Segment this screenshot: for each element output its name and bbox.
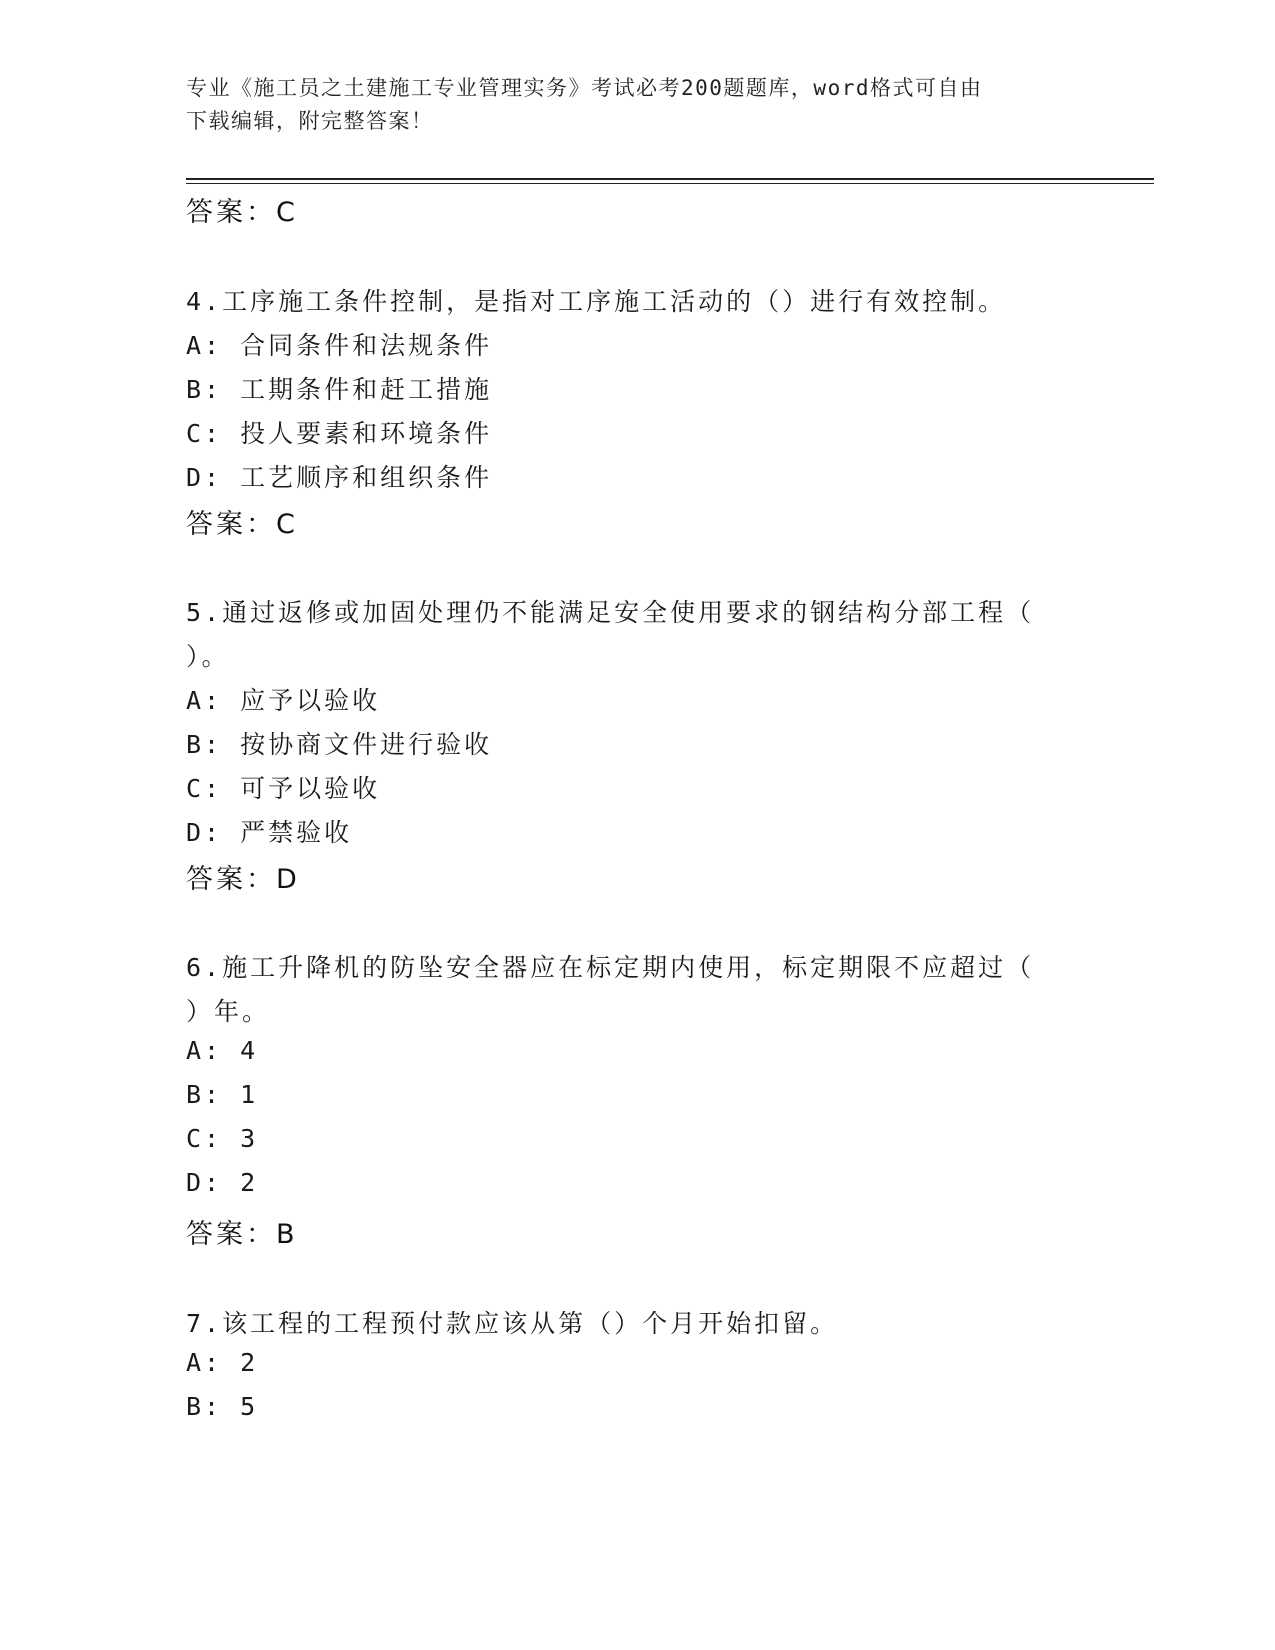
q6-option-d: D: 2 (186, 1168, 259, 1197)
q5-option-b: B: 按协商文件进行验收 (186, 730, 493, 759)
answer-label: 答案： (186, 197, 276, 228)
q7-stem: 7.该工程的工程预付款应该从第（）个月开始扣留。 (186, 1309, 839, 1338)
q5-answer (186, 857, 298, 896)
answer-value: D (276, 864, 298, 895)
q5-stem-line-2: ）。 (186, 642, 230, 671)
q6-option-a: A: 4 (186, 1036, 259, 1065)
q5-option-a: A: 应予以验收 (186, 686, 381, 715)
answer-label: 答案： (186, 864, 276, 895)
header-rule-thick (186, 178, 1154, 180)
q5-stem-line-1: 5.通过返修或加固处理仍不能满足安全使用要求的钢结构分部工程（ (186, 598, 1035, 627)
q7-option-a: A: 2 (186, 1348, 259, 1377)
q4-option-a: A: 合同条件和法规条件 (186, 331, 493, 360)
q4-answer (186, 502, 296, 541)
q7-option-b: B: 5 (186, 1392, 259, 1421)
answer-value: C (276, 509, 296, 540)
answer-label: 答案： (186, 1219, 276, 1250)
answer-value: B (276, 1219, 296, 1250)
q6-stem-line-1: 6.施工升降机的防坠安全器应在标定期内使用，标定期限不应超过（ (186, 953, 1035, 982)
q4-stem: 4.工序施工条件控制，是指对工序施工活动的（）进行有效控制。 (186, 287, 1007, 316)
q4-option-c: C: 投人要素和环境条件 (186, 419, 493, 448)
q5-option-d: D: 严禁验收 (186, 818, 353, 847)
q6-answer (186, 1212, 296, 1251)
q6-option-b: B: 1 (186, 1080, 259, 1109)
header-line-1: 专业《施工员之土建施工专业管理实务》考试必考200题题库，word格式可自由 (186, 76, 983, 100)
q5-option-c: C: 可予以验收 (186, 774, 381, 803)
q6-stem-line-2: ）年。 (186, 997, 271, 1026)
q3-answer (186, 190, 296, 229)
header-line-2: 下载编辑，附完整答案！ (186, 109, 434, 133)
q4-option-b: B: 工期条件和赶工措施 (186, 375, 493, 404)
document-header (186, 72, 1086, 138)
header-rule-thin (186, 183, 1154, 184)
q4-option-d: D: 工艺顺序和组织条件 (186, 463, 493, 492)
q6-option-c: C: 3 (186, 1124, 259, 1153)
answer-label: 答案： (186, 509, 276, 540)
answer-value: C (276, 197, 296, 228)
